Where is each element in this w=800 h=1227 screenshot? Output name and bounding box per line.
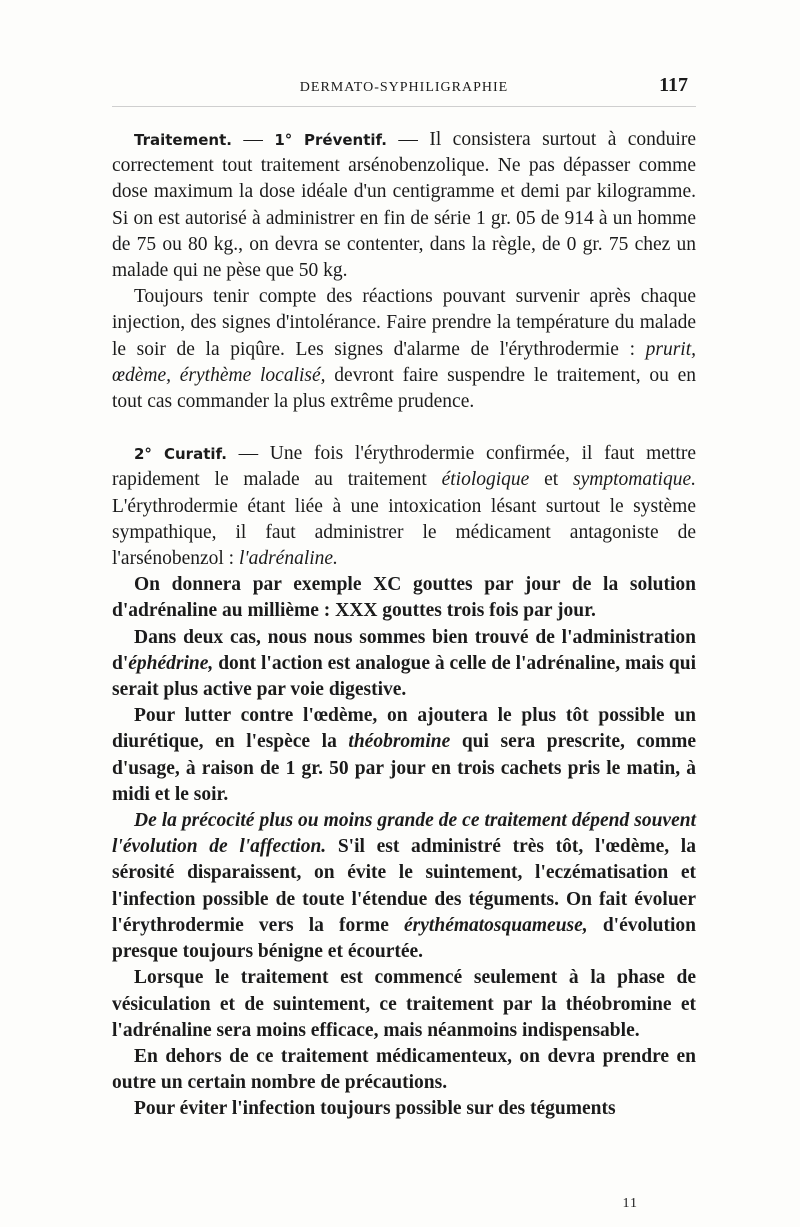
paragraph-precocite: De la précocité plus ou moins grande de ce traitement dépend souvent l'évolution de l'affection. S'il est administré très tôt, l'œdème, la sérosité disparaissent, on évite le suintement, l'eczématisation et l'infection possible de toute l'étendue des téguments. On fait évoluer l'érythrodermie vers la forme érythématosquameuse, d'évolution presque toujours bénigne et écourtée.: [112, 810, 697, 963]
page-header: [112, 72, 696, 107]
subsection-heading: 2° Curatif.: [134, 445, 227, 464]
paragraph-infection: Pour éviter l'infection toujours possible sur des téguments: [134, 1098, 616, 1120]
paragraph-ephedrine: Dans deux cas, nous nous sommes bien trouvé de l'administration d'éphédrine, dont l'action est analogue à celle de l'adrénaline, mais qui serait plus active par voie digestive.: [112, 626, 696, 701]
signature-mark: 11: [622, 1196, 638, 1211]
paragraph-vesiculation: Lorsque le traitement est commencé seulement à la phase de vésiculation et de suintement, ce traitement par la théobromine et l'adrénaline sera moins efficace, mais néanmoins indispensable.: [112, 967, 696, 1041]
paragraph-text: — Il consistera surtout à conduire correctement tout traitement arsénobenzolique. Ne pas dépasser comme dose maximum la dose idéale d'un centigramme et demi par kilogramme. Si on est autorisé à administrer en fin de série 1 gr. 05 de 914 à un homme de 75 ou 80 kg., on devra se contenter, dans la règle, de 0 gr. 75 chez un malade qui ne pèse que 50 kg.: [112, 129, 696, 282]
paragraph-precautions: En dehors de ce traitement médicamenteux, on devra prendre en outre un certain nombre de précautions.: [112, 1045, 696, 1094]
paragraph-oedeme: Pour lutter contre l'œdème, on ajoutera le plus tôt possible un diurétique, en l'espèce la théobromine qui sera prescrite, comme d'usage, à raison de 1 gr. 50 par jour en trois cachets pris le matin, à midi et le soir.: [112, 705, 696, 805]
dash: —: [231, 129, 275, 150]
paragraph-dosage: On donnera par exemple XC gouttes par jour de la solution d'adrénaline au millième : XXX gouttes trois fois par jour.: [112, 574, 696, 622]
paragraph-curatif: 2° Curatif. — Une fois l'érythrodermie confirmée, il faut mettre rapidement le malade au traitement étiologique et symptomatique. L'érythrodermie étant liée à une intoxication lésant surtout le système sympathique, il faut administrer le médicament antagoniste de l'arsénobenzol : l'adrénaline.: [112, 443, 696, 570]
subsection-heading: 1° Préventif.: [274, 131, 387, 149]
page-number: 117: [659, 74, 688, 96]
italic-phrase: prurit, œdème, érythème localisé,: [112, 338, 696, 386]
body-text: [112, 127, 696, 1123]
section-heading: Traitement.: [134, 131, 232, 149]
paragraph-traitement-preventif: [112, 127, 696, 284]
book-page: [112, 72, 696, 1212]
running-title: DERMATO-SYPHILIGRAPHIE: [299, 80, 509, 95]
paragraph-reactions: Toujours tenir compte des réactions pouvant survenir après chaque injection, des signes d'intolérance. Faire prendre la température du malade le soir de la piqûre. Les signes d'alarme de l'érythrodermie : prurit, œdème, érythème localisé, devront faire suspendre le traitement, ou en tout cas commander la plus extrême prudence.: [112, 286, 696, 413]
